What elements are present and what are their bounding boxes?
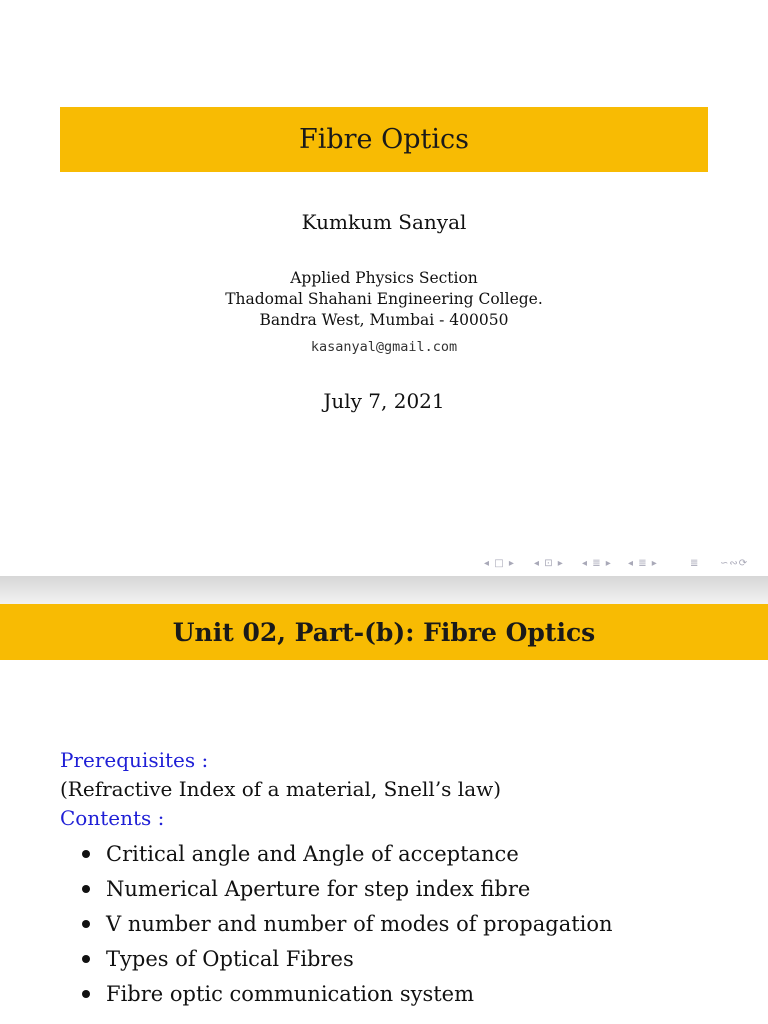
list-item [78,980,613,1015]
nav-subsubsection-control[interactable]: ◂ ≣ ▸ [628,558,658,569]
contents-label: Contents : [60,806,165,830]
nav-section-control[interactable]: ◂ ≣ ▸ [582,558,612,569]
author-email: kasanyal@gmail.com [310,339,458,355]
prerequisites-text: (Refractive Index of a material, Snell’s law) [60,777,502,801]
prerequisites-label: Prerequisites : [60,748,209,772]
bullet-icon [82,920,90,928]
list-item [78,875,613,910]
bullet-icon [82,990,90,998]
nav-frame-control[interactable]: ◂ □ ▸ [484,558,515,569]
list-item-text: Numerical Aperture for step index fibre [106,877,531,901]
list-item [78,840,613,875]
list-item-text: Types of Optical Fibres [106,947,354,971]
affiliation-block [0,268,768,331]
title-bar [60,107,708,172]
list-item-text: V number and number of modes of propagation [106,912,613,936]
nav-subsection-control[interactable]: ◂ ⊡ ▸ [534,558,564,569]
frame-title: Unit 02, Part-(b): Fibre Optics [172,617,596,647]
list-item-text: Fibre optic communication system [106,982,475,1006]
list-item [78,945,613,980]
slide-title: Fibre Optics [298,124,469,155]
contents-list [78,840,613,1015]
list-item-text: Critical angle and Angle of acceptance [106,842,519,866]
contents-slide [0,604,768,1024]
page-separator [0,576,768,604]
bullet-icon [82,955,90,963]
presentation-date: July 7, 2021 [323,389,445,413]
nav-search-icon[interactable]: ∽∾⟳ [720,558,749,569]
nav-document-icon[interactable]: ≣ [690,558,700,569]
bullet-icon [82,885,90,893]
list-item [78,910,613,945]
affiliation-line: Thadomal Shahani Engineering College. [225,290,543,308]
frame-title-bar [0,604,768,660]
bullet-icon [82,850,90,858]
author-name: Kumkum Sanyal [301,210,467,234]
affiliation-line: Bandra West, Mumbai - 400050 [259,311,509,329]
affiliation-line: Applied Physics Section [290,269,478,287]
